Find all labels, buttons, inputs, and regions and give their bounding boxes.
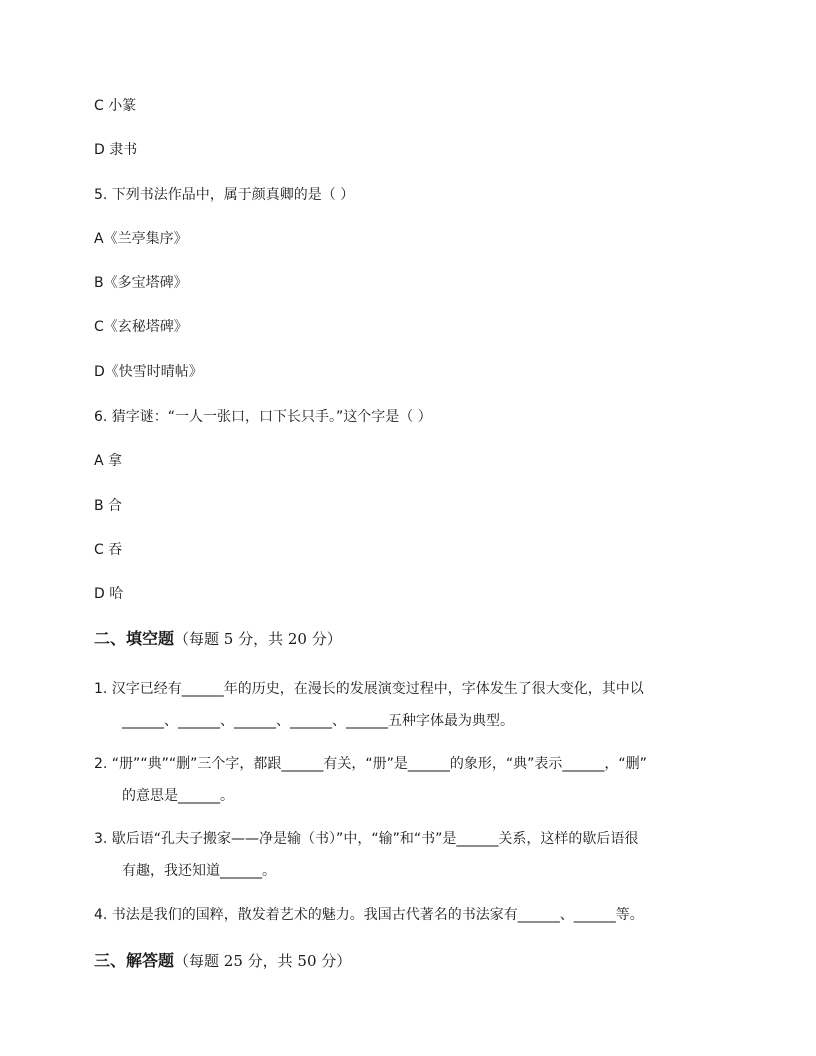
section2-title: 二、填空题	[94, 629, 175, 648]
fill-item-4-line1: 4. 书法是我们的国粹，散发着艺术的魅力。我国古代著名的书法家有______、______等。	[94, 907, 644, 923]
section3-heading	[94, 950, 351, 972]
fill-item-1-line1: 1. 汉字已经有______年的历史，在漫长的发展演变过程中，字体发生了很大变化，其中以	[94, 681, 644, 697]
section2-heading	[94, 628, 342, 650]
q4-option-c: C 小篆	[94, 98, 137, 114]
q6-option-c: C 吞	[94, 542, 123, 558]
fill-item-3-line1: 3. 歇后语“孔夫子搬家——净是输（书）”中，“输”和“书”是______关系，这样的歇后语很	[94, 831, 639, 847]
section3-note: （每题 25 分，共 50 分）	[174, 952, 352, 970]
q5-stem: 5. 下列书法作品中，属于颜真卿的是（ ）	[94, 187, 355, 203]
q6-option-b: B 合	[94, 498, 123, 514]
fill-item-3-line2: 有趣，我还知道______。	[122, 863, 276, 879]
section2-note: （每题 5 分，共 20 分）	[174, 630, 342, 648]
q5-option-a: A《兰亭集序》	[94, 231, 188, 247]
q6-stem: 6. 猜字谜：“一人一张口，口下长只手。”这个字是（ ）	[94, 409, 432, 425]
q5-option-b: B《多宝塔碑》	[94, 275, 188, 291]
q6-option-d: D 哈	[94, 586, 124, 602]
fill-item-2-line2: 的意思是______。	[122, 788, 234, 804]
q6-option-a: A 拿	[94, 453, 123, 469]
fill-item-2-line1: 2. “册”“典”“删”三个字，都跟______有关，“册”是______的象形，“典”表示______，“删”	[94, 756, 647, 772]
section3-title: 三、解答题	[94, 951, 175, 970]
q4-option-d: D 隶书	[94, 142, 138, 158]
q5-option-d: D《快雪时晴帖》	[94, 364, 203, 380]
q5-option-c: C《玄秘塔碑》	[94, 319, 188, 335]
fill-item-1-line2: ______、______、______、______、______五种字体最为典型。	[122, 713, 514, 729]
